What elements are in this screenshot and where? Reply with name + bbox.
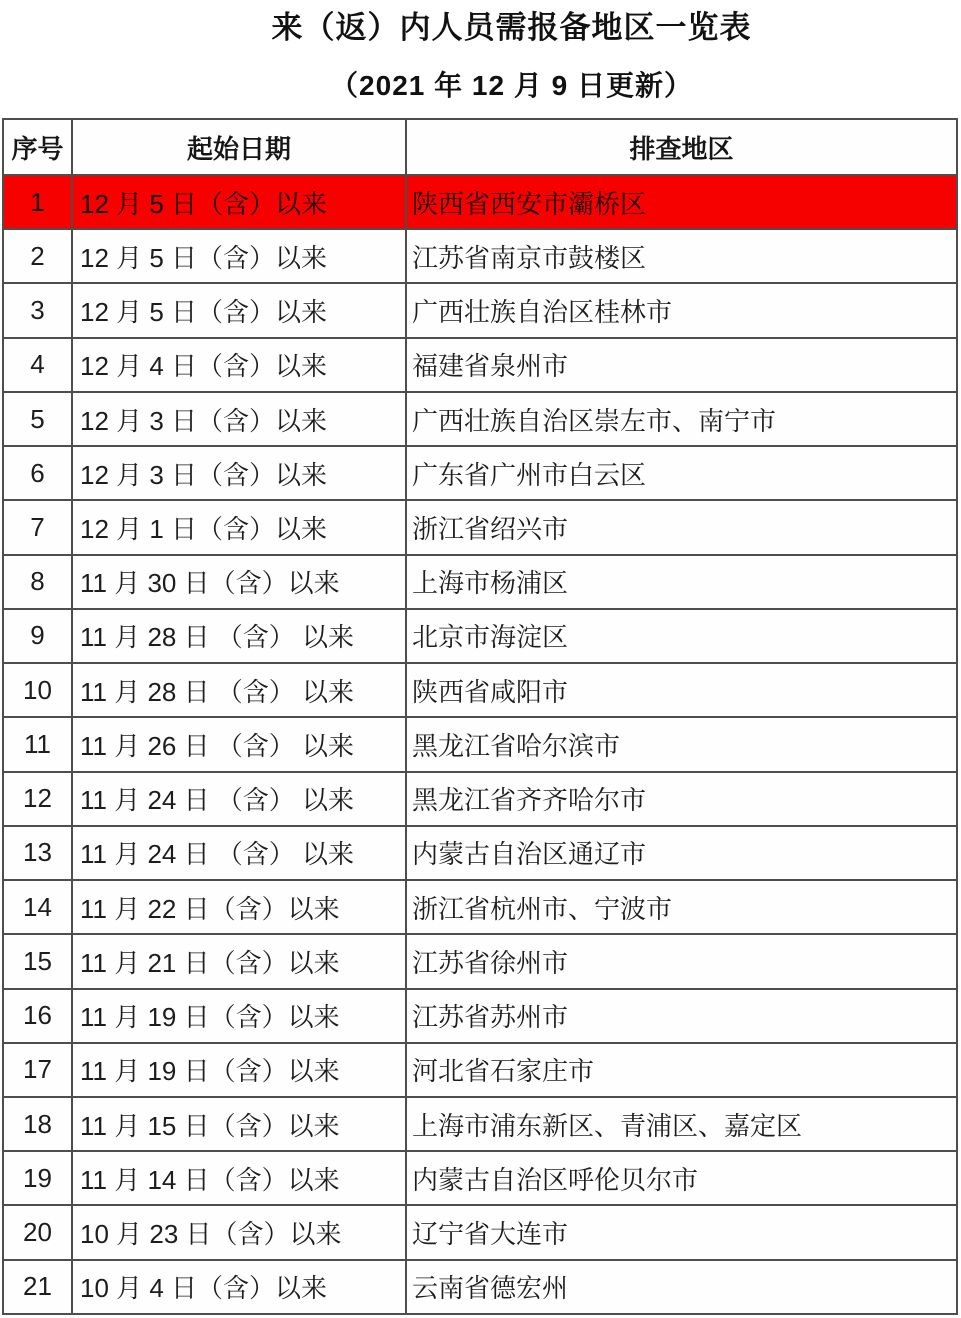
table-header-row (3, 119, 957, 175)
table-row (3, 283, 957, 337)
table-row (3, 555, 957, 609)
column-header-no: 序号 (3, 119, 72, 175)
header (0, 0, 961, 101)
cell-date: 11 月 28 日 （含） 以来 (72, 663, 406, 717)
cell-no: 15 (3, 934, 72, 988)
cell-region: 江苏省南京市鼓楼区 (406, 229, 957, 283)
cell-region: 广东省广州市白云区 (406, 446, 957, 500)
cell-date: 10 月 4 日（含）以来 (72, 1260, 406, 1314)
table-row (3, 609, 957, 663)
table-row (3, 772, 957, 826)
cell-date: 11 月 14 日（含）以来 (72, 1151, 406, 1205)
cell-region: 北京市海淀区 (406, 609, 957, 663)
cell-no: 10 (3, 663, 72, 717)
table-row (3, 392, 957, 446)
cell-no: 9 (3, 609, 72, 663)
cell-date: 12 月 5 日（含）以来 (72, 229, 406, 283)
cell-region: 辽宁省大连市 (406, 1205, 957, 1259)
cell-no: 14 (3, 880, 72, 934)
cell-region: 陕西省西安市灞桥区 (406, 175, 957, 229)
cell-date: 12 月 3 日（含）以来 (72, 446, 406, 500)
cell-region: 广西壮族自治区桂林市 (406, 283, 957, 337)
cell-region: 广西壮族自治区崇左市、南宁市 (406, 392, 957, 446)
column-header-region: 排查地区 (406, 119, 957, 175)
table-row (3, 1043, 957, 1097)
cell-date: 11 月 30 日（含）以来 (72, 555, 406, 609)
cell-date: 11 月 22 日（含）以来 (72, 880, 406, 934)
table-row (3, 826, 957, 880)
table-row (3, 1205, 957, 1259)
cell-no: 8 (3, 555, 72, 609)
cell-no: 13 (3, 826, 72, 880)
table-row (3, 717, 957, 771)
cell-region: 浙江省绍兴市 (406, 500, 957, 554)
cell-no: 20 (3, 1205, 72, 1259)
table-row (3, 1097, 957, 1151)
page-subtitle: （2021 年 12 月 9 日更新） (330, 69, 693, 101)
table-row (3, 934, 957, 988)
cell-region: 陕西省咸阳市 (406, 663, 957, 717)
cell-date: 12 月 3 日（含）以来 (72, 392, 406, 446)
cell-region: 河北省石家庄市 (406, 1043, 957, 1097)
cell-no: 5 (3, 392, 72, 446)
table-row (3, 338, 957, 392)
cell-date: 12 月 5 日（含）以来 (72, 175, 406, 229)
cell-no: 17 (3, 1043, 72, 1097)
table-row (3, 663, 957, 717)
cell-region: 内蒙古自治区通辽市 (406, 826, 957, 880)
cell-date: 12 月 1 日（含）以来 (72, 500, 406, 554)
table-row (3, 229, 957, 283)
cell-region: 黑龙江省齐齐哈尔市 (406, 772, 957, 826)
report-areas-table (2, 118, 958, 1315)
cell-region: 云南省德宏州 (406, 1260, 957, 1314)
cell-region: 浙江省杭州市、宁波市 (406, 880, 957, 934)
cell-date: 11 月 21 日（含）以来 (72, 934, 406, 988)
table-body (3, 175, 957, 1314)
table-row (3, 446, 957, 500)
cell-date: 11 月 26 日 （含） 以来 (72, 717, 406, 771)
cell-region: 上海市杨浦区 (406, 555, 957, 609)
cell-no: 12 (3, 772, 72, 826)
cell-date: 11 月 19 日（含）以来 (72, 1043, 406, 1097)
cell-no: 16 (3, 989, 72, 1043)
cell-date: 10 月 23 日（含）以来 (72, 1205, 406, 1259)
cell-no: 21 (3, 1260, 72, 1314)
cell-date: 12 月 5 日（含）以来 (72, 283, 406, 337)
cell-date: 11 月 24 日 （含） 以来 (72, 826, 406, 880)
table-row (3, 1151, 957, 1205)
table-row (3, 500, 957, 554)
cell-no: 2 (3, 229, 72, 283)
cell-region: 福建省泉州市 (406, 338, 957, 392)
cell-region: 江苏省徐州市 (406, 934, 957, 988)
cell-date: 11 月 15 日（含）以来 (72, 1097, 406, 1151)
cell-no: 3 (3, 283, 72, 337)
cell-date: 11 月 19 日（含）以来 (72, 989, 406, 1043)
column-header-date: 起始日期 (72, 119, 406, 175)
cell-no: 11 (3, 717, 72, 771)
cell-region: 内蒙古自治区呼伦贝尔市 (406, 1151, 957, 1205)
cell-region: 江苏省苏州市 (406, 989, 957, 1043)
cell-no: 6 (3, 446, 72, 500)
table-row (3, 880, 957, 934)
table-row (3, 989, 957, 1043)
cell-no: 18 (3, 1097, 72, 1151)
cell-no: 19 (3, 1151, 72, 1205)
cell-no: 4 (3, 338, 72, 392)
cell-no: 7 (3, 500, 72, 554)
table-row (3, 175, 957, 229)
cell-date: 12 月 4 日（含）以来 (72, 338, 406, 392)
cell-date: 11 月 24 日 （含） 以来 (72, 772, 406, 826)
cell-no: 1 (3, 175, 72, 229)
table-row (3, 1260, 957, 1314)
cell-date: 11 月 28 日 （含） 以来 (72, 609, 406, 663)
cell-region: 黑龙江省哈尔滨市 (406, 717, 957, 771)
page-title: 来（返）内人员需报备地区一览表 (271, 10, 752, 45)
cell-region: 上海市浦东新区、青浦区、嘉定区 (406, 1097, 957, 1151)
